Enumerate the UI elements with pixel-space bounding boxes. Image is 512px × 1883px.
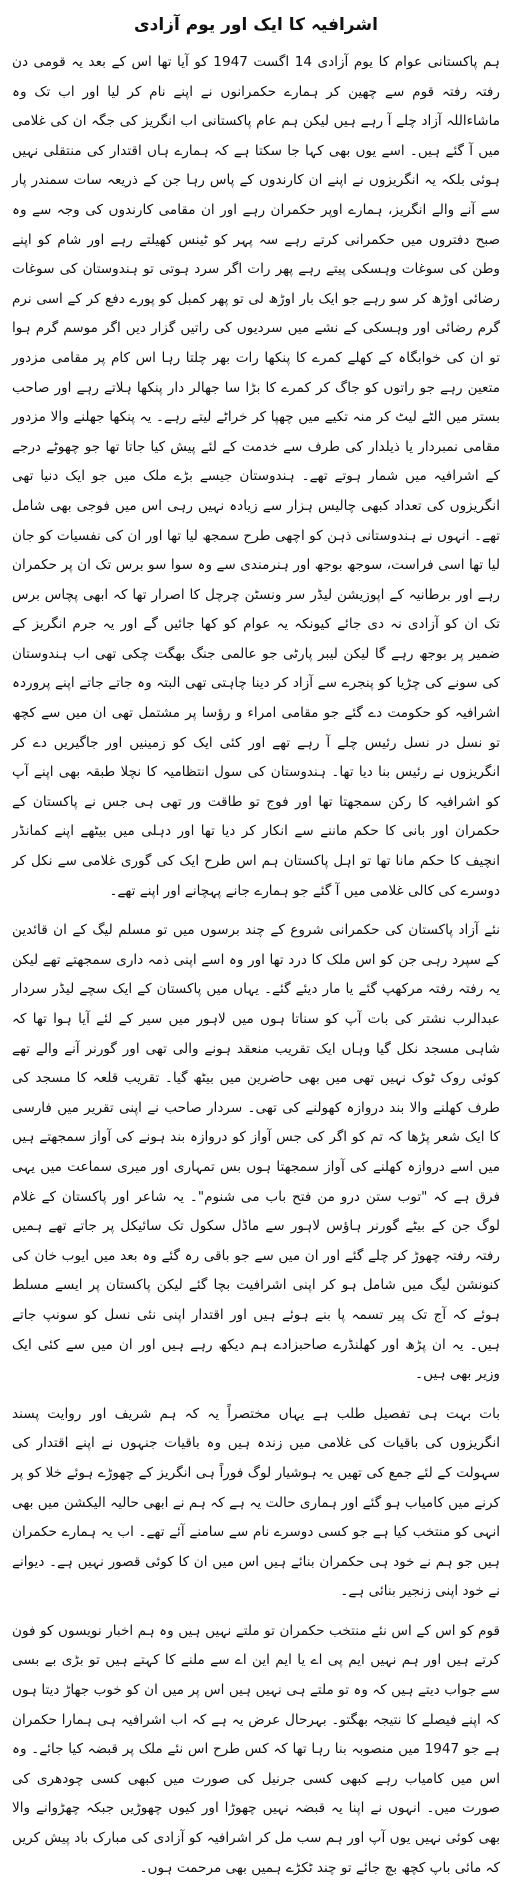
article-paragraph-1: ہم پاکستانی عوام کا یوم آزادی 14 اگست 1947 کو آیا تھا اس کے بعد یہ قومی دن رفتہ رفتہ قوم سے چھین کر ہمارے حکمرانوں نے اپنے نام کر لیا اور اب تک وہ ماشاءاللہ آزاد چلے آ رہے ہیں لیکن ہم عام پاکستانی اب انگریز کی جگہ ان کی غلامی میں آ گئے ہیں۔ اسے یوں بھی کہا جا سکتا ہے کہ ہمارے ہاں اقتدار کی منتقلی نہیں ہوئی بلکہ یہ انگریزوں نے اپنے ان کارندوں کے پاس رہا جن کے ذریعہ سات سمندر پار سے آنے والے انگریز، ہمارے اوپر حکمران رہے اور ان مقامی کارندوں کی وجہ سے وہ صبح دفتروں میں حکمرانی کرتے رہے سہ پہر کو ٹینس کھیلتے رہے اور شام کو اپنے وطن کی سوغات وہسکی پیتے رہے پھر رات اگر سرد ہوتی تو ہندوستان کی سوغات رضائی اوڑھ کر سو رہے جو ایک بار اوڑھ لی تو پھر کمبل کو پورے دفع کر کے اسی نرم گرم رضائی اور وہسکی کے نشے میں سردیوں کی راتیں گزار دیں اگر موسم گرم ہوا تو ان کی خوابگاہ کے کھلے کمرے کا پنکھا رات بھر چلتا رہا اس کام پر مقامی مزدور متعین رہے جو راتوں کو جاگ کر کمرے کا بڑا سا جھالر دار پنکھا ہلاتے رہے اور صاحب بستر میں الٹے لیٹ کر منہ تکیے میں چھپا کر خراٹے لیتے رہے۔ یہ پنکھا جھلنے والا مزدور مقامی نمبردار یا ذیلدار کی طرف سے خدمت کے لئے پیش کیا جاتا تھا جو چھوٹے درجے کے اشرافیہ میں شمار ہوتے تھے۔ ہندوستان جیسے بڑے ملک میں جو ایک دنیا تھی انگریزوں کی تعداد کبھی چالیس ہزار سے زیادہ نہیں رہی اس میں فوجی بھی شامل تھے۔ انہوں نے ہندوستانی ذہن کو اچھی طرح سمجھ لیا تھا اور ان کی نفسیات کو جان لیا تھا اسی فراست، سوجھ بوجھ اور ہنرمندی سے وہ سوا سو برس تک ان پر حکمران رہے اور برطانیہ کے اپوزیشن لیڈر سر ونسٹن چرچل کا اصرار تھا کہ ابھی پچاس برس تک ان کو آزادی نہ دی جائے کیونکہ یہ عوام کو کھا جائیں گے اور یہ جرم انگریز کے ضمیر پر بوجھ رہے گا لیکن لیبر پارٹی جو عالمی جنگ بھگت چکی تھی اب ہندوستان کی سونے کی چڑیا کو پنجرے سے آزاد کر دینا چاہتی تھی البتہ وہ جاتے جاتے اپنے پروردہ اشرافیہ کو حکومت دے گئے جو مقامی امراء و رؤسا پر مشتمل تھی ان میں سے کچھ تو نسل در نسل رئیس چلے آ رہے تھے اور کئی ایک کو زمینیں اور جاگیریں دے کر انگریزوں نے رئیس بنا دیا تھا۔ ہندوستان کی سول انتظامیہ کا نچلا طبقہ بھی اپنے آپ کو اشرافیہ کا رکن سمجھتا تھا اور فوج تو طاقت ور تھی ہی جس نے پاکستان کے حکمران اور بانی کا حکم ماننے سے انکار کر دیا تھا اور دہلی میں بیٹھے اپنے کمانڈر انچیف کا حکم مانا تھا تو اہل پاکستان ہم اس طرح ایک کی گوری غلامی سے نکل کر دوسرے کی کالی غلامی میں آ گئے جو ہمارے جانے پہچانے اور اپنے تھے۔: [12, 54, 501, 899]
article-body: [12, 48, 500, 1883]
article-paragraph-3: بات بہت ہی تفصیل طلب ہے یہاں مختصراً یہ کہ ہم شریف اور روایت پسند انگریزوں کی باقیات کی غلامی میں زندہ ہیں وہ باقیات جنہوں نے اپنے اقتدار کی سہولت کے لئے جمع کی تھیں یہ ہوشیار لوگ فوراً ہی انگریز کے چھوڑے ہوئے خلا کو پر کرنے میں کامیاب ہو گئے اور ہماری حالت یہ ہے کہ ہم نے ابھی حالیہ الیکشن میں بھی انہی کو منتخب کیا ہے جو کسی دوسرے نام سے سامنے آئے تھے۔ اب یہ ہمارے حکمران ہیں جو ہم نے خود ہی حکمران بنائے ہیں اس میں ان کا کوئی قصور نہیں ہے۔ دیوانے نے خود اپنی زنجیر بنائی ہے۔: [12, 1405, 500, 1600]
article-paragraph-4: قوم کو اس کے اس نئے منتخب حکمران تو ملتے نہیں ہیں وہ ہم اخبار نویسوں کو فون کرتے ہیں اور ہم نہیں ایم پی اے یا ایم این اے سے ملنے کا کہتے ہیں تو بڑی بے بسی سے جواب دیتے ہیں کہ وہ تو ملتے ہی نہیں ہیں اس پر میں ان کو خوب جھاڑ دیتا ہوں کہ اپنے فیصلے کا نتیجہ بھگتو۔ بہرحال عرض یہ ہے کہ اب اشرافیہ ہی ہمارا حکمران ہے جو 1947 میں منصوبہ بنا رہا تھا کہ کس طرح اس نئے ملک پر قبضہ کیا جائے۔ وہ اس میں کامیاب رہے کبھی کسی جرنیل کی صورت میں کبھی کسی چودھری کی صورت میں۔ انہوں نے اپنا یہ قبضہ نہیں چھوڑا اور کیوں چھوڑیں جبکہ چھڑوانے والا بھی کوئی نہیں یوں آپ اور ہم سب مل کر اشرافیہ کو آزادی کی مبارک باد پیش کریں کہ مائی باپ کچھ بچ جائے تو چند ٹکڑے ہمیں بھی مرحمت ہوں۔: [12, 1622, 500, 1876]
article-paragraph-2: نئے آزاد پاکستان کی حکمرانی شروع کے چند برسوں میں تو مسلم لیگ کے ان قائدین کے سپرد رہی جن کو اس ملک کا درد تھا اور وہ اسے اپنی ذمہ داری سمجھتے تھے لیکن یہ رفتہ رفتہ مرکھپ گئے یا مار دیئے گئے۔ یہاں میں پاکستان کے ایک سچے لیڈر سردار عبدالرب نشتر کی بات آپ کو سناتا ہوں میں لاہور میں سیر کے لئے آیا ہوا تھا کہ شاہی مسجد نکل گیا وہاں ایک تقریب منعقد ہونے والی تھی اور گورنر آنے والے تھے کوئی روک ٹوک نہیں تھی میں بھی حاضرین میں بیٹھ گیا۔ تقریب قلعہ کا مسجد کی طرف کھلنے والا بند دروازہ کھولنے کی تھی۔ سردار صاحب نے اپنی تقریر میں فارسی کا ایک شعر پڑھا کہ تم کو اگر کی جس آواز کو دروازہ بند ہونے کی آواز سمجھتے ہیں میں اسے دروازہ کھلنے کی آواز سمجھتا ہوں بس تمہاری اور میری سماعت میں یہی فرق ہے کہ "توب ستن درو من فتح باب می شنوم"۔ یہ شاعر اور پاکستان کے غلام لوگ جن کے بیٹے گورنر ہاؤس لاہور سے ماڈل سکول تک سائیکل پر جاتے تھے ہمیں رفتہ رفتہ چھوڑ کر چلے گئے اور ان میں سے جو باقی رہ گئے وہ بعد میں ایوب خان کی کنونشن لیگ میں شامل ہو کر اپنی اشرافیت بچا گئے لیکن پاکستان پر ایسے مسلط ہوئے کہ آج تک پیر تسمہ پا بنے ہوئے ہیں اور اقتدار اپنی نئی نسل کو سونپ جاتے ہیں۔ یہ ان پڑھ اور کھلنڈرے صاحبزادے ہم دیکھ رہے ہیں اور ان میں سے کئی ایک وزیر بھی ہیں۔: [12, 922, 500, 1383]
article-title: اشرافیہ کا ایک اور یوم آزادی: [134, 15, 378, 35]
